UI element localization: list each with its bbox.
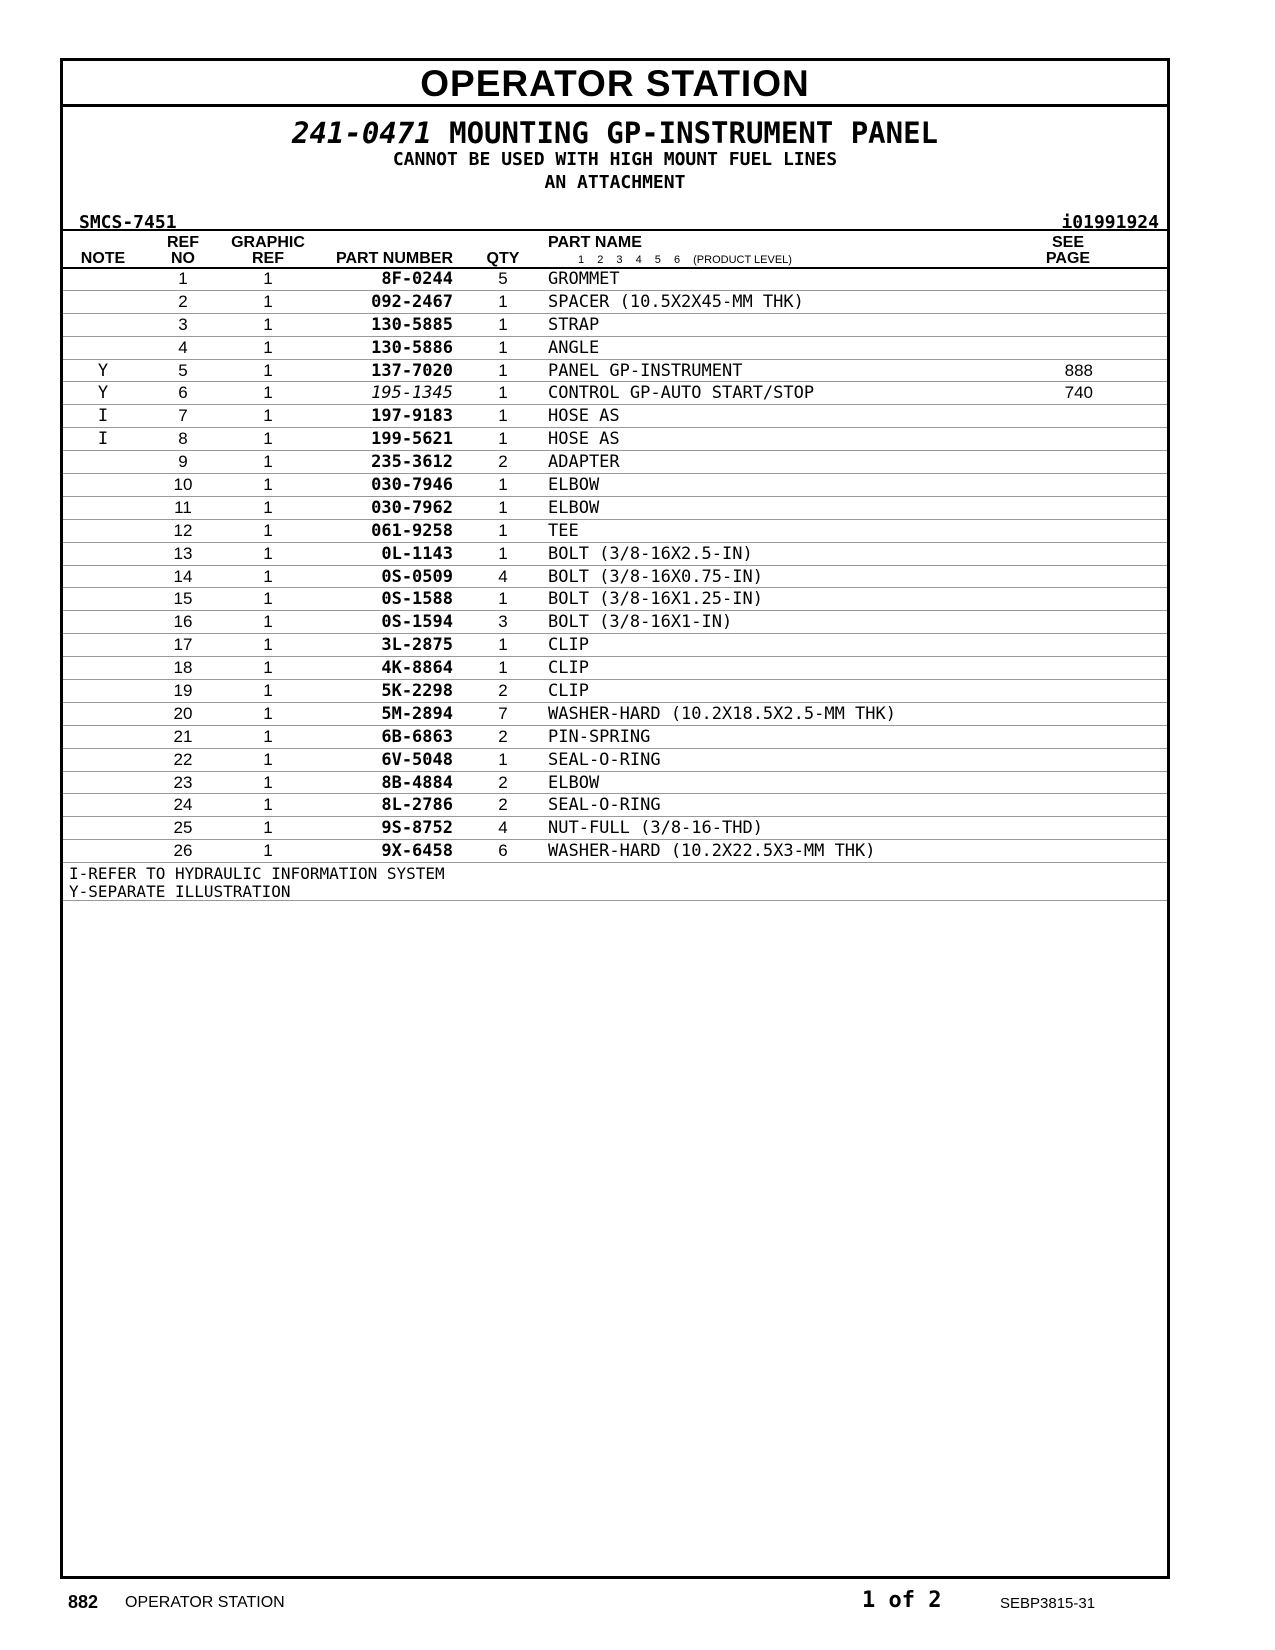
illustration-id: i01991924 (1061, 212, 1159, 233)
footnote: I-REFER TO HYDRAULIC INFORMATION SYSTEM (69, 864, 445, 884)
header-graphic-bottom: REF (252, 250, 284, 267)
row-qty: 4 (498, 566, 508, 586)
row-note: I (97, 429, 109, 450)
row-part-number[interactable]: 0S-1594 (381, 612, 453, 633)
row-graphic-ref: 1 (263, 269, 273, 288)
row-qty: 2 (498, 795, 508, 815)
section-title: OPERATOR STATION (63, 61, 1167, 107)
row-part-name: ANGLE (548, 337, 600, 358)
table-row (63, 749, 1167, 772)
parts-table (63, 268, 1167, 901)
header-note: NOTE (80, 250, 126, 267)
row-note: Y (97, 360, 109, 381)
row-part-number[interactable]: 0L-1143 (381, 543, 453, 564)
row-qty: 1 (498, 360, 508, 380)
row-part-number[interactable]: 030-7962 (371, 497, 453, 518)
row-ref-no: 14 (173, 566, 193, 586)
header-qty: QTY (486, 250, 520, 267)
table-row (63, 703, 1167, 726)
row-see-page[interactable]: 740 (1064, 383, 1093, 403)
row-ref-no: 20 (173, 703, 193, 723)
row-part-name: CLIP (548, 635, 589, 656)
row-graphic-ref: 1 (263, 406, 273, 426)
row-ref-no: 3 (178, 314, 188, 334)
row-graphic-ref: 1 (263, 383, 273, 403)
header-see-bottom: PAGE (1045, 250, 1091, 267)
group-note-1: CANNOT BE USED WITH HIGH MOUNT FUEL LINES (392, 149, 838, 170)
row-part-number[interactable]: 9S-8752 (381, 818, 453, 839)
row-part-name: PIN-SPRING (548, 726, 651, 747)
row-ref-no: 15 (173, 589, 193, 609)
row-graphic-ref: 1 (263, 818, 273, 838)
row-graphic-ref: 1 (263, 795, 273, 815)
footer-page-number: 882 (68, 1592, 99, 1612)
row-ref-no: 16 (173, 612, 193, 632)
header-ref-top: REF (167, 234, 199, 251)
row-qty: 6 (498, 841, 508, 861)
row-part-number[interactable]: 8F-0244 (381, 269, 453, 289)
row-part-number[interactable]: 137-7020 (371, 360, 453, 381)
row-ref-no: 24 (173, 795, 193, 815)
table-row (63, 520, 1167, 543)
header-graphic-top: GRAPHIC (231, 234, 305, 251)
row-ref-no: 21 (173, 726, 193, 746)
header-part-number: PART NUMBER (335, 250, 453, 267)
row-ref-no: 2 (178, 291, 188, 311)
row-ref-no: 23 (173, 772, 193, 792)
row-graphic-ref: 1 (263, 589, 273, 609)
row-ref-no: 4 (178, 337, 188, 357)
row-ref-no: 5 (178, 360, 188, 380)
table-row (63, 657, 1167, 680)
row-ref-no: 22 (173, 749, 193, 769)
row-part-number[interactable]: 030-7946 (371, 475, 453, 496)
row-part-number[interactable]: 5K-2298 (381, 681, 453, 702)
row-graphic-ref: 1 (263, 658, 273, 678)
group-name: MOUNTING GP-INSTRUMENT PANEL (449, 116, 939, 150)
row-part-number[interactable]: 8B-4884 (381, 772, 453, 793)
row-graphic-ref: 1 (263, 452, 273, 472)
row-qty: 7 (498, 703, 508, 723)
row-qty: 1 (498, 337, 508, 357)
row-graphic-ref: 1 (263, 337, 273, 357)
product-levels (578, 254, 802, 266)
row-graphic-ref: 1 (263, 520, 273, 540)
row-graphic-ref: 1 (263, 612, 273, 632)
table-row (63, 405, 1167, 428)
row-part-number[interactable]: 3L-2875 (381, 635, 453, 656)
row-graphic-ref: 1 (263, 475, 273, 495)
header-see-top: SEE (1051, 234, 1084, 251)
row-part-name: ADAPTER (548, 452, 620, 473)
row-graphic-ref: 1 (263, 772, 273, 792)
row-part-number[interactable]: 5M-2894 (381, 703, 453, 724)
row-part-name: CLIP (548, 658, 589, 679)
table-row (63, 566, 1167, 589)
table-row (63, 291, 1167, 314)
table-row (63, 428, 1167, 451)
row-ref-no: 25 (173, 818, 193, 838)
table-row (63, 772, 1167, 795)
row-part-name: WASHER-HARD (10.2X18.5X2.5-MM THK) (548, 703, 896, 724)
row-graphic-ref: 1 (263, 635, 273, 655)
row-ref-no: 8 (178, 429, 188, 449)
table-row (63, 817, 1167, 840)
table-row (63, 337, 1167, 360)
page-footer (0, 1588, 1275, 1622)
row-part-number[interactable]: 235-3612 (371, 452, 453, 473)
row-graphic-ref: 1 (263, 749, 273, 769)
row-qty: 1 (498, 291, 508, 311)
row-part-number[interactable]: 9X-6458 (381, 841, 453, 862)
row-part-number[interactable]: 197-9183 (371, 406, 453, 427)
row-part-name: GROMMET (548, 269, 620, 289)
row-graphic-ref: 1 (263, 314, 273, 334)
row-graphic-ref: 1 (263, 726, 273, 746)
product-level-3: 3 (616, 254, 623, 266)
row-qty: 1 (498, 543, 508, 563)
row-ref-no: 19 (173, 681, 193, 701)
row-note: Y (97, 383, 109, 404)
row-qty: 1 (498, 406, 508, 426)
table-row (63, 268, 1167, 291)
row-part-number[interactable]: 130-5886 (371, 337, 453, 358)
product-level-label: (PRODUCT LEVEL) (693, 254, 792, 266)
product-level-6: 6 (673, 254, 681, 266)
row-part-number[interactable]: 0S-1588 (381, 589, 453, 610)
row-part-name: HOSE AS (548, 429, 620, 450)
footnotes (63, 863, 1167, 901)
row-part-name: CONTROL GP-AUTO START/STOP (548, 383, 815, 404)
table-row (63, 497, 1167, 520)
table-row (63, 314, 1167, 337)
footer-doc-id: SEBP3815-31 (1000, 1595, 1096, 1612)
product-level-4: 4 (635, 254, 642, 266)
row-qty: 1 (498, 497, 508, 517)
table-row (63, 543, 1167, 566)
row-part-name: ELBOW (548, 772, 600, 793)
row-graphic-ref: 1 (263, 841, 273, 861)
row-part-name: BOLT (3/8-16X2.5-IN) (548, 543, 753, 564)
row-graphic-ref: 1 (263, 291, 273, 311)
row-part-number[interactable]: 6B-6863 (381, 726, 453, 747)
row-qty: 1 (498, 383, 508, 403)
row-qty: 1 (498, 589, 508, 609)
table-row (63, 726, 1167, 749)
parts-page-frame (60, 58, 1170, 1579)
row-part-name: CLIP (548, 681, 589, 702)
row-part-number[interactable]: 130-5885 (371, 314, 453, 335)
row-graphic-ref: 1 (263, 429, 273, 449)
row-part-name: SEAL-O-RING (548, 749, 661, 770)
row-qty: 2 (498, 772, 508, 792)
row-qty: 1 (498, 429, 508, 449)
product-level-5: 5 (654, 254, 661, 266)
row-qty: 4 (498, 818, 508, 838)
group-note-2: AN ATTACHMENT (544, 172, 686, 193)
row-part-number[interactable]: 092-2467 (371, 291, 453, 312)
footnote: Y-SEPARATE ILLUSTRATION (69, 882, 291, 902)
table-row (63, 611, 1167, 634)
row-part-name: SEAL-O-RING (548, 795, 661, 816)
row-see-page[interactable]: 888 (1064, 360, 1093, 380)
table-row (63, 634, 1167, 657)
row-part-name: HOSE AS (548, 406, 620, 427)
table-row (63, 588, 1167, 611)
table-row (63, 680, 1167, 703)
table-row (63, 382, 1167, 405)
row-part-number[interactable]: 6V-5048 (381, 749, 453, 770)
row-part-number[interactable]: 0S-0509 (381, 566, 453, 587)
row-qty: 1 (498, 314, 508, 334)
row-qty: 2 (498, 681, 508, 701)
row-ref-no: 12 (173, 520, 193, 540)
table-row (63, 840, 1167, 863)
row-ref-no: 7 (178, 406, 188, 426)
product-level-1: 1 (578, 254, 585, 266)
row-qty: 1 (498, 520, 508, 540)
row-part-name: BOLT (3/8-16X1-IN) (548, 612, 733, 633)
row-graphic-ref: 1 (263, 681, 273, 701)
row-ref-no: 6 (178, 383, 188, 403)
row-qty: 5 (498, 269, 508, 288)
row-part-name: TEE (548, 520, 579, 541)
header-ref-bottom: NO (171, 250, 195, 267)
row-ref-no: 1 (178, 269, 188, 288)
row-qty: 3 (498, 612, 508, 632)
row-graphic-ref: 1 (263, 543, 273, 563)
table-row (63, 360, 1167, 383)
header-part-name: PART NAME (548, 234, 642, 251)
row-part-number[interactable]: 4K-8864 (381, 658, 453, 679)
row-graphic-ref: 1 (263, 497, 273, 517)
table-row (63, 451, 1167, 474)
row-qty: 1 (498, 658, 508, 678)
row-part-name: PANEL GP-INSTRUMENT (548, 360, 743, 381)
row-qty: 1 (498, 635, 508, 655)
footer-section: OPERATOR STATION (125, 1594, 285, 1611)
row-qty: 1 (498, 475, 508, 495)
row-ref-no: 13 (173, 543, 193, 563)
row-ref-no: 26 (173, 841, 193, 861)
footer-page-of: 1 of 2 (862, 1588, 942, 1613)
table-row (63, 794, 1167, 817)
smcs-code: SMCS-7451 (79, 212, 177, 233)
row-ref-no: 11 (174, 497, 192, 517)
product-level-2: 2 (597, 254, 604, 266)
row-ref-no: 10 (173, 475, 193, 495)
row-ref-no: 17 (173, 635, 193, 655)
row-part-name: SPACER (10.5X2X45-MM THK) (548, 291, 804, 312)
row-qty: 2 (498, 452, 508, 472)
row-part-name: NUT-FULL (3/8-16-THD) (548, 818, 763, 839)
table-row (63, 474, 1167, 497)
row-note: I (97, 406, 109, 427)
row-graphic-ref: 1 (263, 566, 273, 586)
group-title (63, 116, 1167, 150)
row-part-name: ELBOW (548, 475, 600, 496)
row-ref-no: 18 (173, 658, 193, 678)
row-part-name: WASHER-HARD (10.2X22.5X3-MM THK) (548, 841, 876, 862)
row-part-name: BOLT (3/8-16X1.25-IN) (548, 589, 763, 610)
row-qty: 1 (498, 749, 508, 769)
row-part-number[interactable]: 8L-2786 (381, 795, 453, 816)
row-part-number[interactable]: 061-9258 (371, 520, 453, 541)
header-top-rule (63, 229, 1167, 231)
row-graphic-ref: 1 (263, 703, 273, 723)
group-part-number[interactable]: 241-0471 (291, 116, 432, 150)
row-part-name: ELBOW (548, 497, 600, 518)
row-graphic-ref: 1 (263, 360, 273, 380)
row-qty: 2 (498, 726, 508, 746)
row-part-number[interactable]: 195-1345 (371, 383, 453, 404)
row-part-number[interactable]: 199-5621 (371, 429, 453, 450)
row-part-name: STRAP (548, 314, 600, 335)
row-ref-no: 9 (178, 452, 188, 472)
row-part-name: BOLT (3/8-16X0.75-IN) (548, 566, 763, 587)
